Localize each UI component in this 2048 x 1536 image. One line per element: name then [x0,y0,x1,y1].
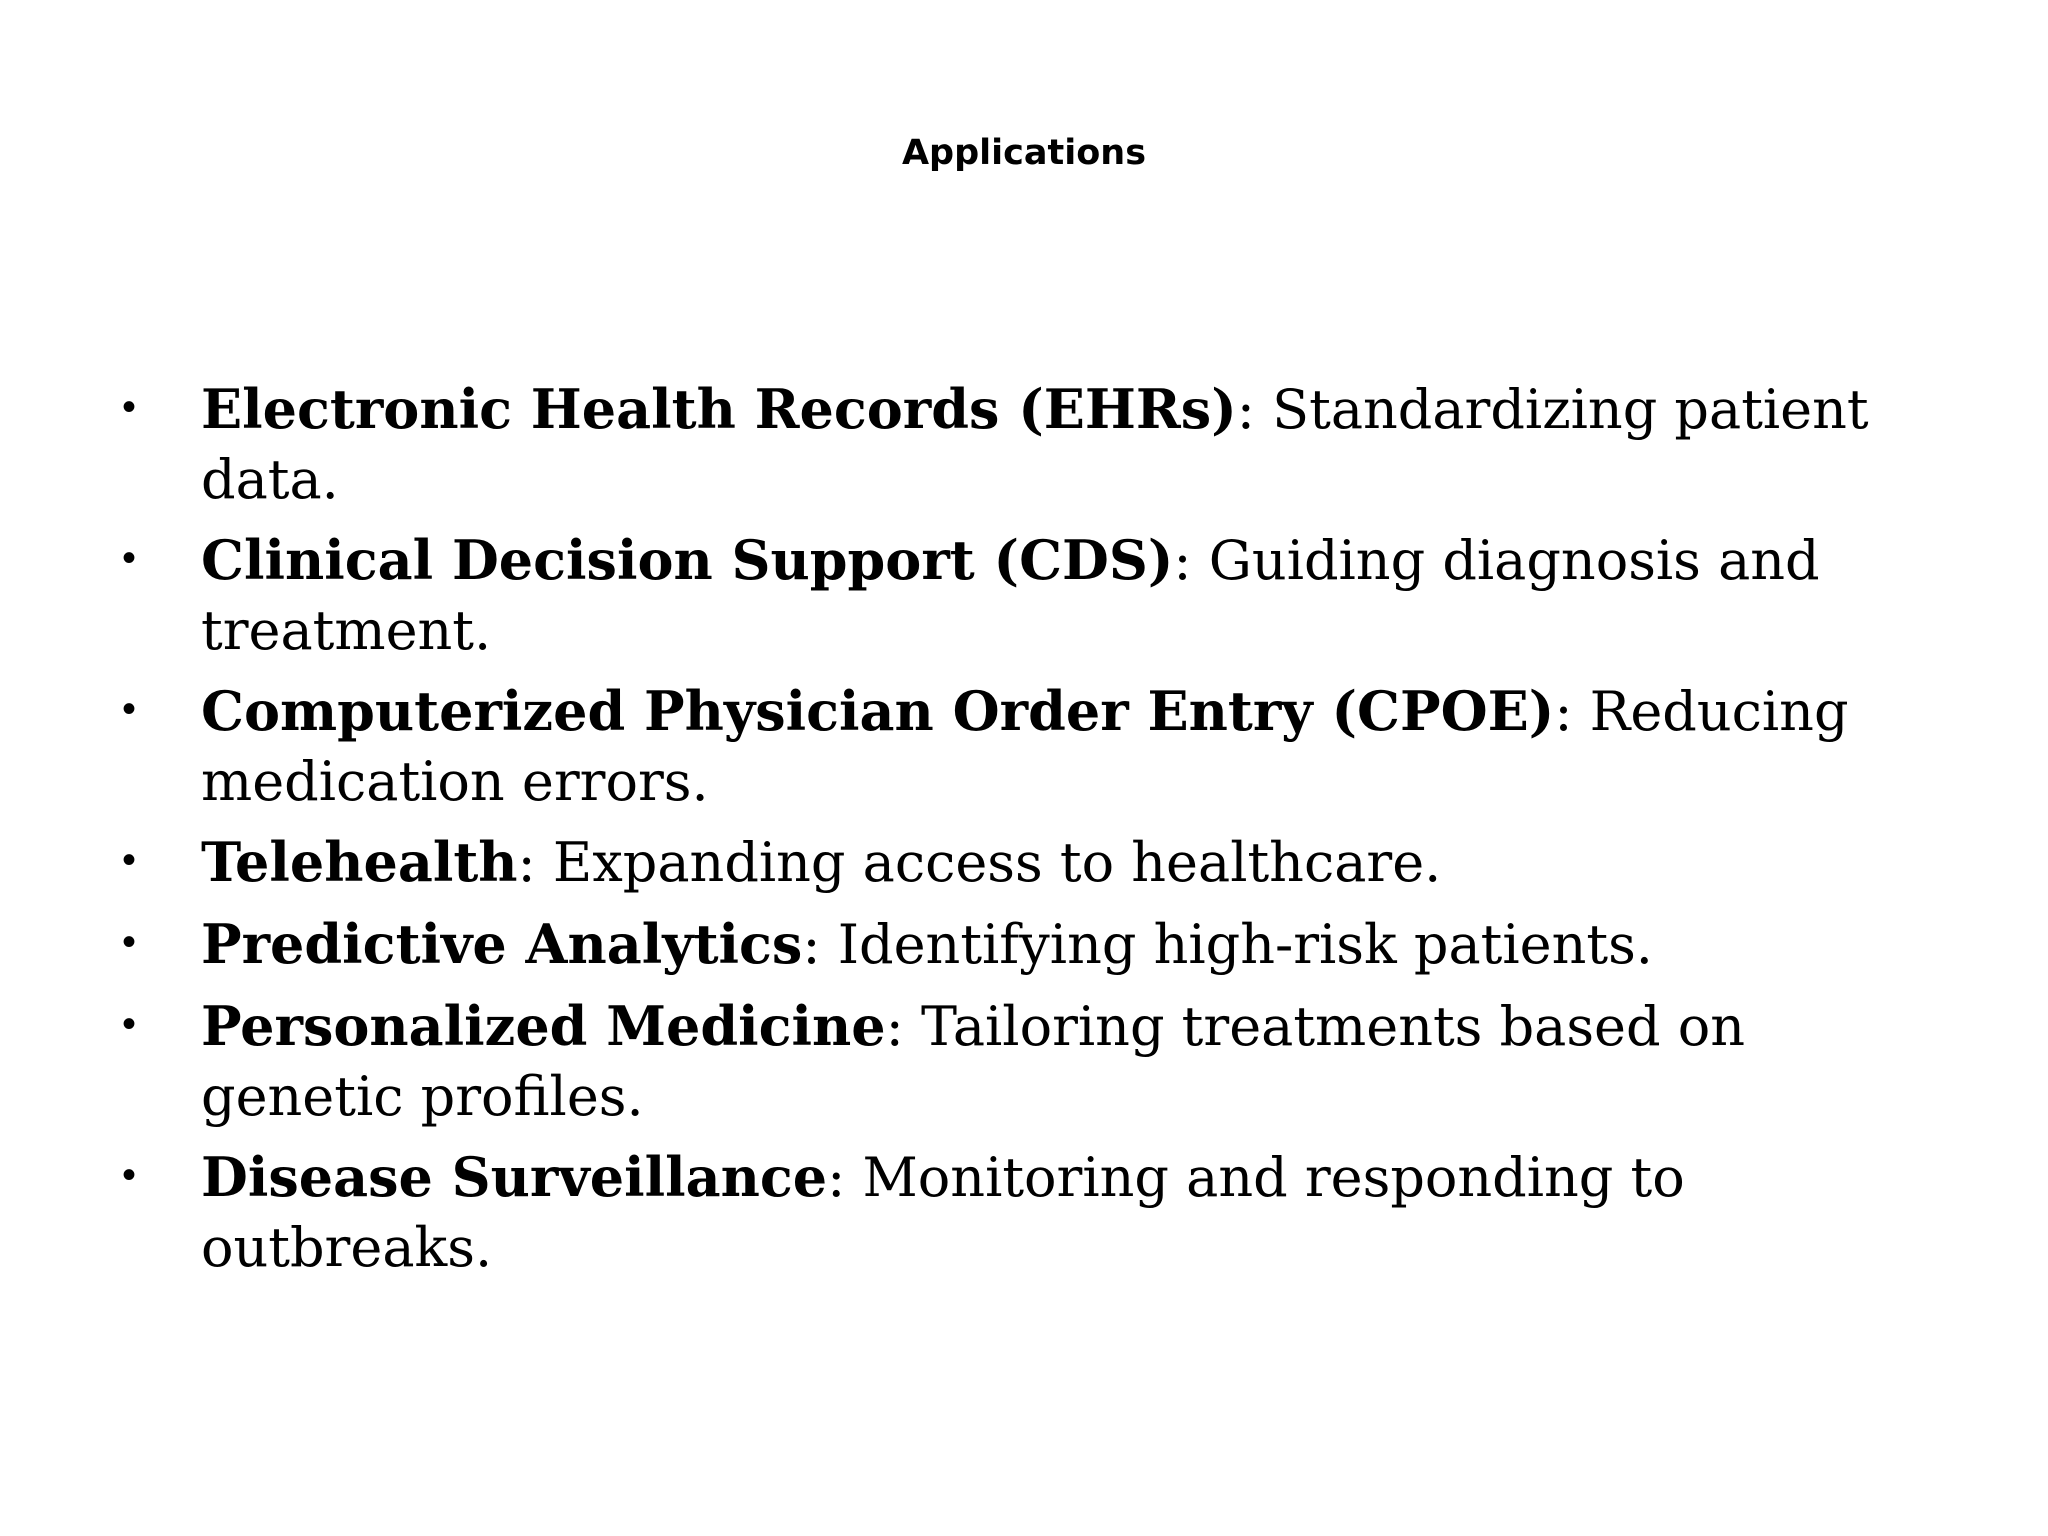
list-item [120,676,1920,817]
item-term: Electronic Health Records (EHRs) [201,377,1237,441]
item-description: : Identifying high-risk patients. [802,913,1653,976]
bullet-list [120,374,1920,1293]
item-term: Clinical Decision Support (CDS) [201,528,1174,592]
bullet-icon: • [122,1002,137,1046]
item-term: Predictive Analytics [201,912,803,976]
item-description: : Tailoring treatments based on genetic profiles. [201,995,1746,1128]
bullet-icon: • [122,1153,137,1197]
item-description: : Guiding diagnosis and treatment. [201,529,1820,662]
item-term: Disease Surveillance [201,1145,828,1209]
item-term: Computerized Physician Order Entry (CPOE) [201,679,1555,743]
item-term: Personalized Medicine [201,994,886,1058]
item-description: : Standardizing patient data. [201,378,1869,511]
bullet-icon: • [122,385,137,429]
slide-title: Applications [901,133,1147,173]
bullet-icon: • [122,920,137,964]
list-item [120,991,1920,1132]
bullet-icon: • [122,687,137,731]
list-item [120,827,1920,898]
list-item [120,525,1920,666]
item-description: : Monitoring and responding to outbreaks. [201,1146,1685,1279]
list-item [120,1142,1920,1283]
bullet-icon: • [122,838,137,882]
item-description: : Expanding access to healthcare. [517,831,1442,894]
item-description: : Reducing medication errors. [201,680,1849,813]
list-item [120,909,1920,980]
item-term: Telehealth [201,830,518,894]
bullet-icon: • [122,536,137,580]
list-item [120,374,1920,515]
